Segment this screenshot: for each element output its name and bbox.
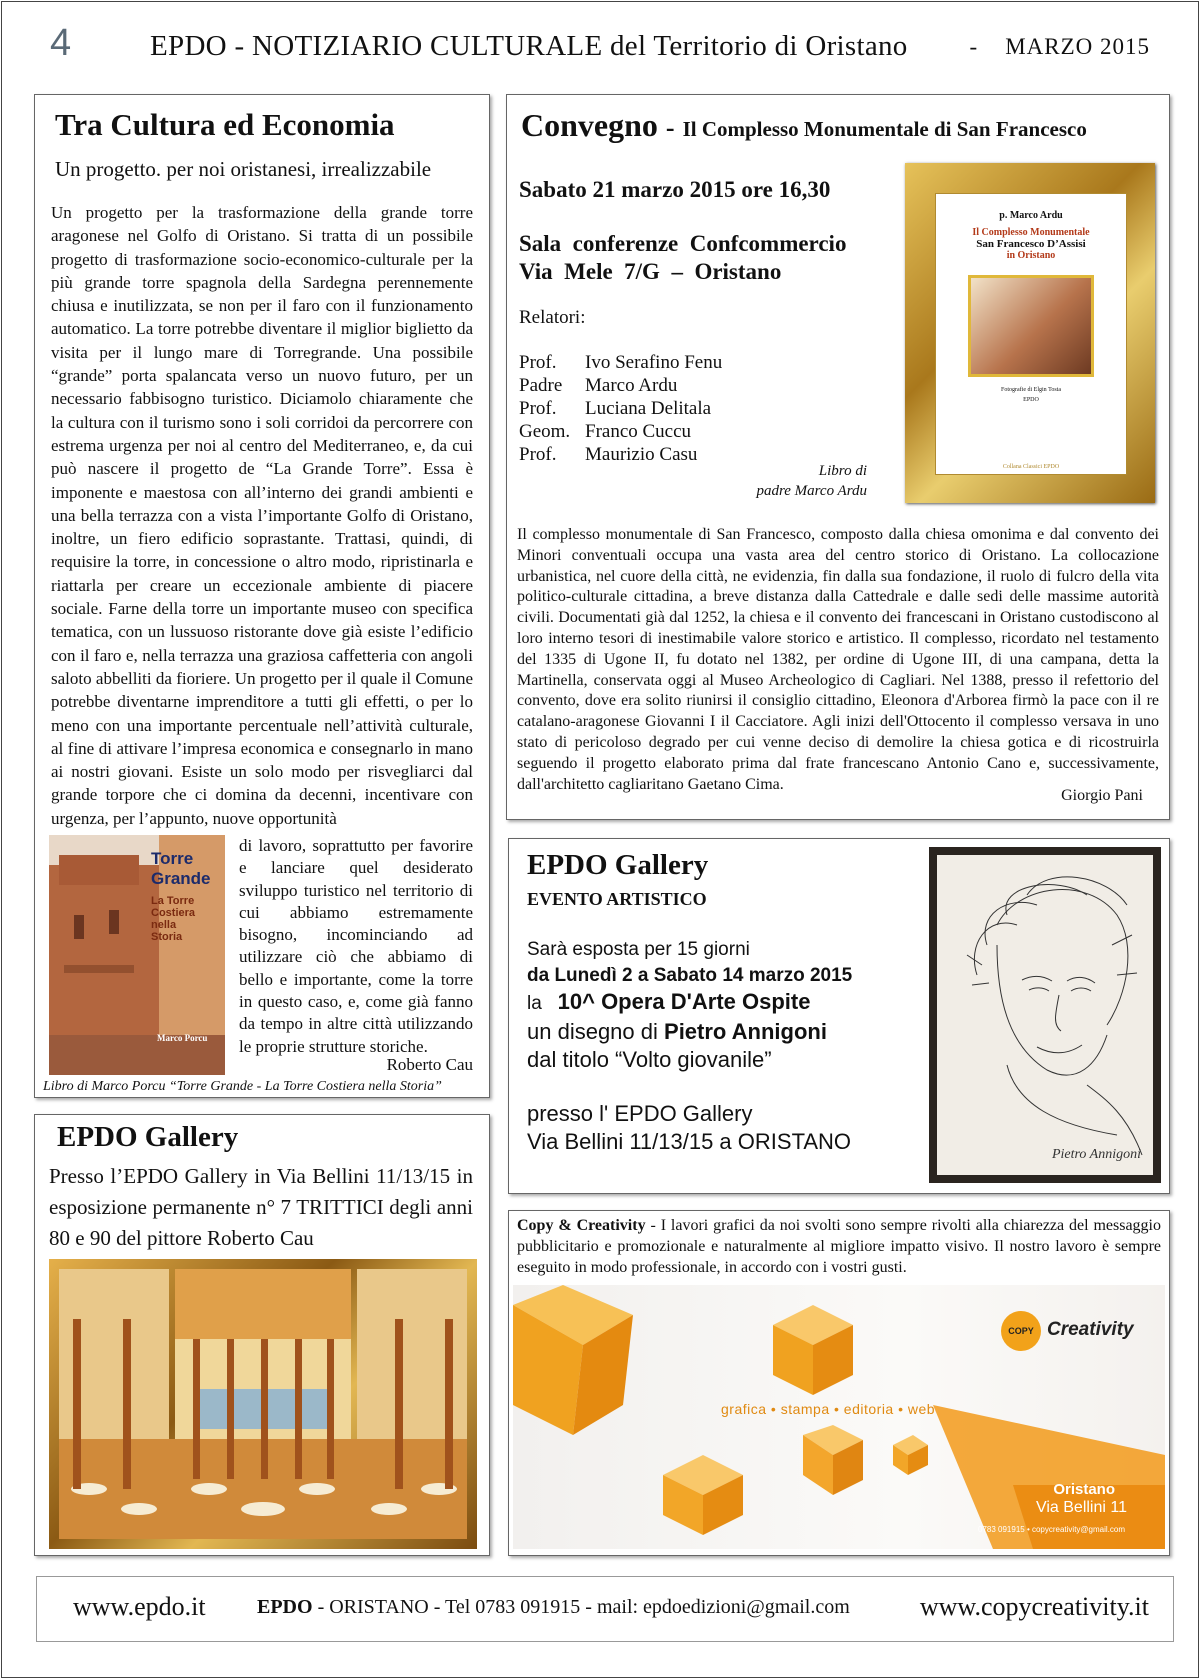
- issue-date-text: MARZO 2015: [1005, 34, 1150, 59]
- book-cover-photo: [968, 275, 1094, 377]
- gallery-event-box: [508, 838, 1170, 1194]
- convegno-author: Giorgio Pani: [1061, 787, 1143, 804]
- gallery-event-details: [527, 937, 852, 1155]
- cover-subtitle-line4: Storia: [151, 931, 183, 943]
- copy-creativity-text: [517, 1215, 1161, 1278]
- book-cover-inner: [935, 193, 1127, 475]
- convegno-dash: -: [665, 113, 675, 142]
- event-duration: Sarà esposta per 15 giorni: [527, 939, 750, 960]
- article-convegno: [506, 94, 1170, 820]
- speakers-label: Relatori:: [519, 307, 586, 328]
- book-title-line1: Il Complesso Monumentale: [972, 227, 1090, 238]
- volto-giovanile-drawing: [929, 847, 1161, 1183]
- book-photo-credit: Fotografie di Elgin Tosta: [1001, 387, 1061, 393]
- book-series: Collana Classici EPDO: [1002, 464, 1060, 470]
- event-dates: da Lunedì 2 a Sabato 14 marzo 2015: [527, 965, 853, 986]
- newsletter-title: EPDO - NOTIZIARIO CULTURALE del Territorio di Oristano: [150, 30, 908, 62]
- issue-date: [970, 34, 1150, 60]
- sketch-face: [937, 855, 1153, 1175]
- book-title-line3: in Oristano: [1006, 250, 1056, 261]
- copy-creativity-title: Copy & Creativity: [517, 1217, 646, 1234]
- drawing-signature: Pietro Annigoni: [1051, 1147, 1141, 1162]
- article-body: Un progetto per la trasformazione della grande torre aragonese nel Golfo di Oristano. Si tratta di un possibile progetto di trasformazione socio-economico-culturale per la più grande torre spagnola della Sardegna perennemente chiusa e inutilizzata, se non per il faro con il funzionamento automatico. La torre potrebbe diventare il miglior biglietto da visita per il lungo mare di Torregrande. Una possibile “grande” porta spalancata verso un nuovo futuro, per un necessario fabbisogno turistico. Diciamolo chiaramente che la cultura con il turismo sono i soli corridoi da percorrere con estrema urgenza per noi al centro del Mediterraneo, e, da cui può nascere il progetto de “La Grande Torre”. Essa è imponente e maestosa con all’interno dei grandi ambienti e una bella terrazza con a vista l’importante Golfo di Oristano, inoltre, un fiero edificio soprastante. Trattasi, quindi, di requisire la torre, in concessione o altro modo, ripristinarla e riattarla per creare un eccezionale ambiente di piacere sociale. Farne della torre un importante museo con specifica tematica, con un lussuoso ristorante dove già esiste l’edificio con il faro e, nella terrazza una graziosa caffetteria con angoli saloto abbelliti da fioriere. Un progetto per il quale il Comune potrebbe diventarne imprenditore a tutti gli effetti, o per lo meno con una importante percentuale nell’attività culturale, al fine di attivare l’impresa economica e consegnarlo in mano ai nostri giovani. Esiste un solo modo per risvegliarci dal grande torpore che ci domina da decenni, incentivare con urgenza, per l’appunto, nuove opportunità: [51, 203, 473, 828]
- triptych-scene: [49, 1259, 477, 1549]
- cover-author: Marco Porcu: [157, 1033, 208, 1043]
- convegno-date: Sabato 21 marzo 2015 ore 16,30: [519, 177, 831, 202]
- page-number: 4: [50, 22, 72, 64]
- convegno-title: Convegno: [521, 107, 658, 143]
- book-caption: Libro di Marco Porcu “Torre Grande - La Torre Costiera nella Storia”: [43, 1079, 442, 1094]
- logo-badge: COPY: [1001, 1311, 1041, 1351]
- article-author: Roberto Cau: [386, 1055, 473, 1074]
- footer-contact-text: - ORISTANO - Tel 0783 091915 - mail: epdoedizioni@gmail.com: [312, 1596, 850, 1618]
- speaker-row: Geom. Franco Cuccu: [519, 421, 692, 442]
- convegno-body: Il complesso monumentale di San Francesco, composto dalla chiesa omonima e dal convento dei Minori conventuali occupa una vasta area del centro storico di Oristano. La collocazione urbanistica, nel cuore della città, ne evidenzia, fin dalla sua fondazione, il ruolo di fulcro della vita politico-culturale cittadina, a breve distanza dalla Cattedrale e dalle sedi delle massime autorità civili. Documentati già dal 1252, la chiesa e il convento dei francescani in Oristano custodiscono al loro interno tesori di inestimabile valore storico e artistico. Il complesso, ricordato nel testamento del 1335 di Ugone II, fu dotato nel 1382, per ordine di Ugone III, di una campana, detta la Martinella, conservata oggi al Museo Archeologico di Cagliari. Nel 1388, presso il refettorio del convento, dove era solito riunirsi il consiglio cittadino, Eleonora d'Arborea firmò la pace con il re catalano-aragonese Giovanni I il Cacciatore. Agli inizi dell'Ottocento il complesso versava in uno stato di pericoloso degrado per cui venne deciso di demolire la chiesa gotica e di ricostruirla seguendo il progetto elaborato prima dal frate francescano Antonio Cano e, successivamente, dall'architetto cagliaritano Gaetano Cima.: [517, 526, 1159, 793]
- cover-subtitle-line1: La Torre: [151, 895, 195, 907]
- gallery-event-title: EPDO Gallery: [527, 849, 709, 881]
- footer-copycreativity-website[interactable]: www.copycreativity.it: [919, 1592, 1149, 1621]
- footer-brand: EPDO: [257, 1596, 313, 1618]
- ad-city: Oristano: [1053, 1481, 1115, 1498]
- convegno-venue-line1: Sala conferenze Confcommercio: [519, 231, 847, 256]
- page-header: [50, 22, 1150, 72]
- event-work: la 10^ Opera D'Arte Ospite: [527, 989, 811, 1014]
- book-publisher: EPDO: [1023, 397, 1039, 403]
- speaker-row: Prof. Luciana Delitala: [519, 398, 712, 419]
- gallery-permanent-box: [34, 1114, 490, 1556]
- triptych-painting: [49, 1259, 477, 1549]
- article-body-continued: di lavoro, soprattutto per favorire e lanciare quel desiderato sviluppo turistico nel territorio di cui abbiamo estremamente bisogno, incominciando ad utilizzare ciò che abbiamo di bello e importante, come la torre in questo caso, e, come già fanno da tempo in altre città utilizzando le proprie strutture storiche.: [239, 836, 473, 1056]
- ad-tagline: grafica • stampa • editoria • web: [721, 1401, 936, 1417]
- san-francesco-book-frame: [905, 163, 1155, 503]
- article-subtitle: Un progetto. per noi oristanesi, irrealizzabile: [55, 157, 432, 181]
- gallery-permanent-body: Presso l’EPDO Gallery in Via Bellini 11/13/15 in esposizione permanente n° 7 TRITTICI degli anni 80 e 90 del pittore Roberto Cau: [49, 1164, 473, 1250]
- torre-grande-book-cover: [49, 835, 225, 1075]
- article-title: Tra Cultura ed Economia: [55, 107, 395, 142]
- book-title-line2: San Francesco D’Assisi: [976, 238, 1086, 250]
- copy-creativity-box: [508, 1210, 1170, 1556]
- copy-creativity-body: - I lavori grafici da noi svolti sono sempre rivolti alla chiarezza del messaggio pubblicitario e promozionale e naturalmente al migliore impatto visivo. Il nostro lavoro è sempre eseguito in modo professionale, in accordo con i vostri gusti.: [517, 1217, 1161, 1276]
- gallery-event-subtitle: EVENTO ARTISTICO: [527, 889, 707, 909]
- convegno-heading: [521, 107, 1087, 144]
- cover-subtitle-line3: nella: [151, 919, 177, 931]
- event-venue: presso l' EPDO Gallery: [527, 1101, 753, 1126]
- book-author: p. Marco Ardu: [999, 210, 1063, 221]
- date-separator: -: [969, 34, 979, 59]
- gallery-permanent-title: EPDO Gallery: [57, 1121, 239, 1153]
- book-caption-convegno: Libro di padre Marco Ardu: [756, 463, 867, 499]
- cover-subtitle-line2: Costiera: [151, 907, 196, 919]
- speaker-row: Padre Marco Ardu: [519, 375, 678, 396]
- speakers-list: [519, 351, 722, 466]
- cover-title-line1: Torre: [151, 849, 194, 868]
- ad-address: Via Bellini 11: [1035, 1499, 1127, 1516]
- footer-contact: [257, 1596, 850, 1619]
- event-artist: un disegno di Pietro Annigoni: [527, 1019, 827, 1044]
- speaker-row: Prof. Maurizio Casu: [519, 444, 698, 465]
- convegno-subtitle: Il Complesso Monumentale di San Francesco: [682, 117, 1087, 141]
- article-cultura-economia: [34, 94, 490, 1098]
- event-artwork-title: dal titolo “Volto giovanile”: [527, 1047, 772, 1072]
- event-address: Via Bellini 11/13/15 a ORISTANO: [527, 1129, 852, 1154]
- footer-epdo-website[interactable]: www.epdo.it: [73, 1592, 206, 1621]
- speaker-row: Prof. Ivo Serafino Fenu: [519, 352, 723, 373]
- copy-creativity-ad: [513, 1285, 1165, 1549]
- page-footer: [36, 1576, 1174, 1642]
- convegno-venue-line2: Via Mele 7/G – Oristano: [519, 259, 782, 284]
- logo-wordmark: Creativity: [1047, 1319, 1134, 1340]
- cover-title-line2: Grande: [151, 869, 211, 888]
- ad-contact: 0783 091915 • copycreativity@gmail.com: [978, 1525, 1125, 1534]
